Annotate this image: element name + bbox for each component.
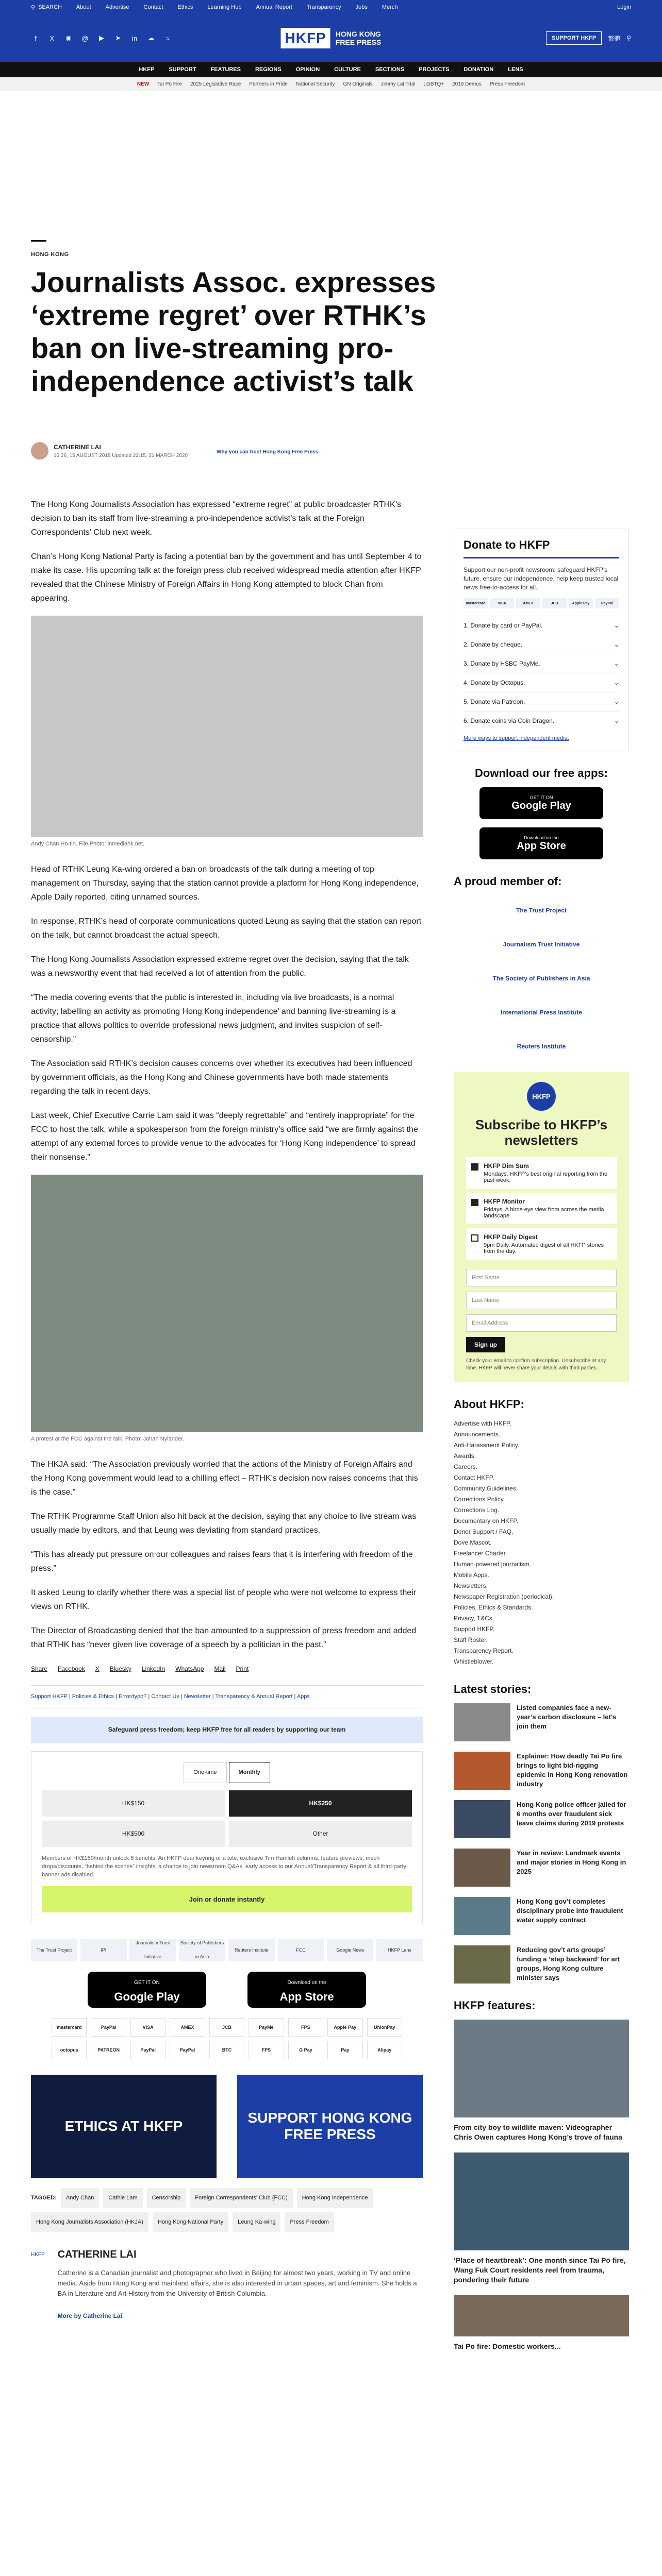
logo-wordmark: HONG KONG FREE PRESS — [335, 30, 382, 46]
tag[interactable]: Hong Kong Journalists Association (HKJA) — [31, 2212, 148, 2232]
story-thumbnail — [454, 1703, 510, 1741]
amount-option-other[interactable]: Other — [229, 1821, 412, 1847]
about-link[interactable]: Documentary on HKFP. — [454, 1517, 519, 1524]
app-store-button[interactable]: Download on the App Store — [247, 1972, 366, 2008]
first-name-field[interactable]: First Name — [466, 1269, 617, 1286]
partner-logo[interactable]: The Trust Project — [31, 1939, 77, 1961]
promo-banners — [31, 2075, 423, 2178]
newsletter-signup — [454, 1072, 629, 1382]
payment-logo: Apple Pay — [569, 598, 593, 608]
latest-story[interactable]: Reducing gov’t arts groups’ funding a ‘step backward’ for art groups, Hong Kong culture minister says — [454, 1945, 629, 1984]
payment-logo: VISA — [490, 598, 514, 608]
chevron-down-icon: ⌄ — [614, 622, 619, 629]
payment-logo: BTC — [209, 2041, 244, 2059]
author-logo: HKFP — [31, 2252, 45, 2258]
trust-link[interactable]: Why you can trust Hong Kong Free Press — [217, 449, 319, 455]
author-avatar — [31, 442, 48, 460]
latest-story[interactable]: Listed companies face a new-year’s carbon disclosure – let’s join them — [454, 1703, 629, 1741]
payment-logo: AMEX — [516, 598, 540, 608]
sidebar-donate-card — [454, 529, 629, 751]
language-switch[interactable]: 繁體 — [608, 35, 621, 42]
last-name-field[interactable]: Last Name — [466, 1292, 617, 1309]
payment-logo: mastercard — [464, 598, 488, 608]
member-logo[interactable]: The Society of Publishers in Asia — [492, 975, 590, 982]
rss-icon[interactable]: ≈ — [166, 34, 170, 42]
topic-link[interactable]: 2025 Legislative Race — [190, 81, 241, 87]
donate-option[interactable]: 5. Donate via Patreon. ⌄ — [464, 692, 619, 711]
email-field[interactable]: Email Address — [466, 1314, 617, 1332]
about-link[interactable]: Awards. — [454, 1452, 476, 1460]
support-hkfp-button[interactable]: SUPPORT HKFP — [546, 31, 602, 45]
linkedin-icon[interactable]: in — [131, 34, 138, 42]
payment-logo: PayMe — [249, 2018, 284, 2037]
newsletter-option[interactable]: HKFP Monitor Fridays. A birds-eye view from across the media landscape. — [466, 1193, 617, 1224]
feature-image — [454, 2295, 629, 2336]
checkbox-checked[interactable] — [471, 1199, 478, 1206]
about-link[interactable]: Corrections Policy. — [454, 1496, 505, 1503]
topic-link[interactable]: Jimmy Lai Trial — [380, 81, 416, 87]
monthly-option[interactable]: Monthly — [229, 1762, 270, 1783]
topbar-link[interactable]: About — [76, 4, 91, 10]
instagram-icon[interactable]: ◉ — [65, 34, 72, 42]
about-links — [454, 1418, 629, 1667]
payment-logo: Apple Pay — [327, 2018, 362, 2037]
search-icon[interactable]: ⚲ — [626, 35, 631, 42]
about-link[interactable]: Whistleblower. — [454, 1658, 494, 1665]
chevron-down-icon: ⌄ — [614, 641, 619, 648]
about-link[interactable]: Freelancer Charter. — [454, 1550, 507, 1557]
chevron-down-icon: ⌄ — [614, 698, 619, 705]
partner-logos — [31, 1939, 423, 1961]
member-title: A proud member of: — [454, 875, 562, 888]
payment-logo: UnionPay — [367, 2018, 402, 2037]
payment-logo: JCB — [209, 2018, 244, 2037]
payment-methods — [52, 2018, 402, 2059]
latest-story[interactable]: Year in review: Landmark events and major stories in Hong Kong in 2025 — [454, 1849, 629, 1887]
about-link[interactable]: Contact HKFP. — [454, 1474, 494, 1481]
nav-item[interactable]: OPINION — [295, 66, 320, 73]
topic-link[interactable]: GN Originals — [343, 81, 373, 87]
paragraph: Head of RTHK Leung Ka-wing ordered a ban on broadcasts of the talk during a meeting of top management on Thursday, saying that the station cannot provide a platform for Hong Kong independence, Apple Daily reported, citing unnamed sources. — [31, 865, 419, 902]
paragraph: Last week, Chief Executive Carrie Lam said it was “deeply regrettable” and “entirely inappropriate” for the FCC to host the talk, while a spokesperson from the foreign ministry’s office said “we are firmly against the attempt of any external forces to provide venue to the advocates for ‘Hong Kong independence’ to spread their nonsense.” — [31, 1111, 418, 1162]
paragraph: The RTHK Programme Staff Union also hit back at the decision, saying that any choice to live stream was usually made by editors, and that Leung was deviating from standard practices. — [31, 1512, 417, 1535]
about-link[interactable]: Newsletters. — [454, 1582, 488, 1589]
payment-logo: Alipay — [367, 2041, 402, 2059]
feature-image — [454, 2020, 629, 2117]
topic-link[interactable]: Press Freedom — [489, 81, 525, 87]
payment-logo: PayPal — [595, 598, 619, 608]
youtube-icon[interactable]: ▶ — [99, 34, 104, 42]
login-link[interactable]: Login — [617, 4, 631, 10]
about-link[interactable]: Human-powered journalism. — [454, 1561, 532, 1568]
chevron-down-icon: ⌄ — [614, 679, 619, 686]
topbar-link[interactable]: Contact — [143, 4, 163, 10]
partner-logo[interactable]: FCC — [278, 1939, 324, 1961]
nav-item[interactable]: DONATION — [464, 66, 494, 73]
share-whatsapp[interactable]: WhatsApp — [175, 1665, 204, 1672]
app-store-buttons — [31, 1972, 423, 2008]
top-utility-bar — [0, 0, 662, 14]
payment-logo: AMEX — [170, 2018, 205, 2037]
checkbox[interactable] — [471, 1234, 478, 1242]
story-thumbnail — [454, 1945, 510, 1984]
feature-image — [454, 2153, 629, 2250]
article-image — [31, 616, 423, 837]
paragraph: The HKJA said: “The Association previously worried that the actions of the Ministry of Foreign Affairs and the Hong Kong government would lead to a chilling effect – RTHK’s decision now raises concerns that this is the case.” — [31, 1460, 418, 1497]
header-actions — [546, 31, 631, 45]
story-thumbnail — [454, 1897, 510, 1935]
tag[interactable]: Hong Kong Independence — [297, 2188, 373, 2208]
features-title: HKFP features: — [454, 1999, 536, 2012]
paragraph: It asked Leung to clarify whether there was a special list of people who were not welcome to express their views on RTHK. — [31, 1588, 417, 1611]
section-label[interactable]: HONG KONG — [31, 251, 69, 258]
member-logo[interactable]: Reuters Institute — [517, 1043, 566, 1050]
topbar-link[interactable]: Advertise — [105, 4, 129, 10]
about-link[interactable]: Newspaper Registration (periodical). — [454, 1593, 554, 1600]
topic-link[interactable]: Partners in Pride — [249, 81, 288, 87]
article-headline: Journalists Assoc. expresses ‘extreme regret’ over RTHK’s ban on live-streaming pro-independence activist’s talk — [31, 266, 436, 397]
share-print[interactable]: Print — [236, 1665, 249, 1672]
tag[interactable]: Censorship — [147, 2188, 186, 2208]
checkbox-checked[interactable] — [471, 1163, 478, 1171]
safeguard-banner[interactable]: Safeguard press freedom; keep HKFP free for all readers by supporting our team — [31, 1717, 423, 1743]
paragraph: The Hong Kong Journalists Association expressed extreme regret over the decision, saying that the talk was a newsworthy event that had received a lot of attention from the public. — [31, 955, 409, 978]
about-link[interactable]: Staff Roster. — [454, 1636, 488, 1643]
frequency-toggle — [42, 1762, 412, 1783]
about-title: About HKFP: — [454, 1398, 524, 1411]
newsletter-logo: HKFP — [527, 1082, 556, 1111]
member-logo[interactable]: Journalism Trust Initiative — [503, 941, 580, 948]
about-link[interactable]: Support HKFP. — [454, 1625, 495, 1633]
newsletter-note: Check your email to confirm subscription. Unsubscribe at any time. HKFP will never share your details with third parties. — [466, 1358, 606, 1371]
share-bar — [31, 1662, 423, 1676]
share-label: Share — [31, 1665, 48, 1672]
partner-logo[interactable]: Google News — [327, 1939, 373, 1961]
site-header — [0, 14, 662, 62]
facebook-icon[interactable]: f — [35, 34, 37, 42]
newsletter-title: Subscribe to HKFP’s newsletters — [475, 1117, 608, 1148]
chevron-down-icon: ⌄ — [614, 660, 619, 667]
feature-story[interactable]: ‘Place of heartbreak’: One month since Tai Po fire, Wang Fuk Court residents reel from trauma, pondering their future — [454, 2153, 629, 2285]
site-logo[interactable] — [281, 28, 382, 48]
partner-logo[interactable]: Society of Publishers in Asia — [179, 1939, 225, 1961]
latest-story[interactable]: Hong Kong police officer jailed for 6 months over fraudulent sick leave claims during 2019 protests — [454, 1800, 629, 1838]
donate-option[interactable]: 2. Donate by cheque. ⌄ — [464, 635, 619, 654]
logo-mark: HKFP — [281, 28, 330, 48]
partner-logo[interactable]: IPI — [80, 1939, 127, 1961]
more-by-author-link[interactable]: More by Catherine Lai — [57, 2312, 122, 2319]
topbar-link[interactable]: Merch — [382, 4, 398, 10]
story-thumbnail — [454, 1752, 510, 1790]
nav-item[interactable]: SUPPORT — [169, 66, 196, 73]
story-thumbnail — [454, 1800, 510, 1838]
tag[interactable]: Foreign Correspondents' Club (FCC) — [190, 2188, 292, 2208]
ethics-banner[interactable]: ETHICS AT HKFP — [31, 2075, 217, 2178]
amount-option[interactable]: HK$500 — [42, 1821, 225, 1847]
partner-logo[interactable]: Journalism Trust Initiative — [129, 1939, 176, 1961]
image-caption: A protest at the FCC against the talk. Photo: Johan Nylander. — [31, 1436, 185, 1442]
author-bio: Catherine is a Canadian journalist and photographer who lived in Beijing for almost two years, working in TV and online media. Aside from Hong Kong and mainland affairs, she is also interested in urban spaces, art and feminism. She holds a BA in Literature and Art History from the University of British Columbia. — [57, 2269, 417, 2297]
payment-logo: JCB — [542, 598, 567, 608]
paragraph: The Hong Kong Journalists Association has expressed “extreme regret” at public broadcaster RTHK’s decision to ban its staff from live-streaming a pro-independence activist’s talk at the Foreign Correspondents’ Club next week. — [31, 500, 401, 537]
donate-option[interactable]: 1. Donate by card or PayPal. ⌄ — [464, 616, 619, 635]
google-play-button[interactable]: GET IT ON Google Play — [479, 787, 603, 819]
paragraph: In response, RTHK’s head of corporate communications quoted Leung as saying that the station can report on the talk, but cannot broadcast the actual speech. — [31, 917, 422, 940]
share-linkedin[interactable]: LinkedIn — [141, 1665, 166, 1672]
byline — [31, 442, 188, 460]
tag[interactable]: Leung Ka-wing — [233, 2212, 280, 2232]
section-rule — [31, 240, 46, 242]
about-link[interactable]: Mobile Apps. — [454, 1571, 489, 1579]
member-benefits-note: Members of HK$150/month unlock 8 benefits: An HKFP dear keyring or a tote, exclusive Tim Hamlett columns, feature previews, mech drops/discounts, “behind the scenes” insights, a chance to join newsroom Q&As, early access to our Annual/Transparency Report & all third-party banner ads disabled. — [42, 1855, 407, 1878]
payment-logo: PayPal — [91, 2018, 126, 2037]
amount-option-selected[interactable]: HK$250 — [229, 1790, 412, 1817]
sidebar — [454, 529, 629, 2362]
article-tags — [31, 2188, 423, 2232]
article-footer-links[interactable]: Support HKFP | Policies & Ethics | Error/typo? | Contact Us | Newsletter | Transparency & Annual Report | Apps — [31, 1685, 423, 1708]
story-thumbnail — [454, 1849, 510, 1887]
nav-item[interactable]: FEATURES — [210, 66, 241, 73]
payment-logo: octopus — [52, 2041, 87, 2059]
topbar-link[interactable]: Annual Report — [256, 4, 292, 10]
topic-link[interactable]: LGBTQ+ — [423, 81, 444, 87]
paragraph: The Director of Broadcasting denied that the ban amounted to a suppression of press freedom and added that RTHK has “never given live coverage of a speech by a politician in the past.” — [31, 1626, 417, 1649]
topbar-link[interactable]: Transparency — [306, 4, 341, 10]
about-link[interactable]: Donor Support / FAQ. — [454, 1528, 514, 1535]
paragraph: “The media covering events that the public is interested in, including via live broadcasts, is a normal activity; labelling an activity as promoting Hong Kong independence’ and banning live-streaming is a practice that allows politics to override professional news judgment, and invites suspicion of self-censorship.” — [31, 993, 396, 1044]
payment-logos-mini — [464, 598, 619, 608]
search-link[interactable]: ⚲ SEARCH — [31, 4, 62, 11]
newsletter-option[interactable]: HKFP Dim Sum Mondays. HKFP’s best original reporting from the past week. — [466, 1157, 617, 1189]
newsletter-option[interactable]: HKFP Daily Digest 9pm Daily. Automated digest of all HKFP stories from the day. — [466, 1228, 617, 1260]
apps-title: Download our free apps: — [475, 767, 608, 779]
donate-title: Donate to HKFP — [464, 538, 619, 558]
threads-icon[interactable]: @ — [81, 34, 89, 42]
payment-logo: mastercard — [52, 2018, 87, 2037]
topic-link[interactable]: 2019 Demos — [452, 81, 482, 87]
nav-item[interactable]: PROJECTS — [419, 66, 450, 73]
latest-story[interactable]: Hong Kong gov’t completes disciplinary probe into fraudulent water supply contract — [454, 1897, 629, 1935]
payment-logo: PayPal — [130, 2041, 166, 2059]
amount-option[interactable]: HK$150 — [42, 1790, 225, 1817]
payment-logo: VISA — [130, 2018, 166, 2037]
google-play-button[interactable]: GET IT ON Google Play — [88, 1972, 206, 2008]
publish-dates: 16:26, 15 AUGUST 2018 Updated 22:15, 31 MARCH 2020 — [54, 452, 188, 459]
new-badge: NEW — [137, 81, 150, 87]
image-caption: Andy Chan Ho-tin. File Photo: inmediahk.net. — [31, 841, 145, 847]
share-mail[interactable]: Mail — [214, 1665, 226, 1672]
article-body — [31, 498, 423, 2323]
nav-item[interactable]: HKFP — [139, 66, 155, 73]
topic-subnav — [0, 77, 662, 91]
payment-logo: PATREON — [91, 2041, 126, 2059]
paragraph: The Association said RTHK’s decision causes concerns over whether its executives had been influenced by government officials, as the Hong Kong and Chinese governments have both made statements regarding the talk in recent days. — [31, 1059, 412, 1096]
topic-link[interactable]: National Security — [295, 81, 335, 87]
tags-label: TAGGED: — [31, 2195, 57, 2201]
telegram-icon[interactable]: ➤ — [115, 34, 121, 42]
donate-widget — [31, 1751, 423, 1923]
about-link[interactable]: Advertise with HKFP. — [454, 1420, 511, 1427]
payment-logo: FPS — [249, 2041, 284, 2059]
article-image — [31, 1175, 423, 1432]
one-time-option[interactable]: One-time — [184, 1762, 226, 1783]
chevron-down-icon: ⌄ — [614, 717, 619, 724]
share-x[interactable]: X — [95, 1665, 100, 1672]
about-link[interactable]: Announcements. — [454, 1431, 501, 1438]
about-link[interactable]: Community Guidelines. — [454, 1485, 518, 1492]
member-logo[interactable]: International Press Institute — [500, 1009, 583, 1016]
nav-item[interactable]: REGIONS — [255, 66, 282, 73]
search-icon: ⚲ — [31, 4, 36, 11]
main-nav — [0, 62, 662, 77]
about-link[interactable]: Transparency Report. — [454, 1647, 514, 1654]
topbar-link[interactable]: Ethics — [177, 4, 193, 10]
paragraph: “This has already put pressure on our colleagues and raises fears that it is interfering with freedom of the press.” — [31, 1550, 413, 1573]
donate-intro: Support our non-profit newsroom: safeguard HKFP’s future, ensure our independence, help keep trusted local news free-to-access for all. — [464, 566, 619, 591]
about-link[interactable]: Anti-Harassment Policy. — [454, 1442, 520, 1449]
x-icon[interactable]: X — [49, 34, 55, 42]
more-ways-link[interactable]: More ways to support independent media. — [464, 735, 569, 741]
nav-item[interactable]: CULTURE — [334, 66, 361, 73]
partner-logo[interactable]: HKFP Lens — [376, 1939, 423, 1961]
author-name[interactable]: CATHERINE LAI — [54, 443, 101, 451]
latest-title: Latest stories: — [454, 1683, 532, 1696]
tag[interactable]: Cathie Lam — [103, 2188, 142, 2208]
latest-story[interactable]: Explainer: How deadly Tai Po fire brings to light bid-rigging epidemic in Hong Kong renovation industry — [454, 1752, 629, 1790]
share-bluesky[interactable]: Bluesky — [109, 1665, 131, 1672]
feature-story[interactable]: Tai Po fire: Domestic workers... — [454, 2295, 629, 2351]
amount-options — [42, 1790, 412, 1847]
paragraph: Chan’s Hong Kong National Party is facing a potential ban by the government and has until September 4 to make its case. His upcoming talk at the foreign press club received widespread media attention after HKFP revealed that the Chinese Ministry of Foreign Affairs in Hong Kong attempted to block Chan from appearing. — [31, 552, 422, 603]
topbar-link[interactable]: Jobs — [355, 4, 368, 10]
nav-item[interactable]: SECTIONS — [375, 66, 405, 73]
payment-logo: FPS — [288, 2018, 323, 2037]
payment-logo: G Pay — [288, 2041, 323, 2059]
nav-item[interactable]: LENS — [508, 66, 523, 73]
donate-option[interactable]: 4. Donate by Octopus. ⌄ — [464, 673, 619, 692]
topbar-link[interactable]: Learning Hub — [207, 4, 242, 10]
bluesky-icon[interactable]: ☁ — [147, 34, 155, 42]
member-logo[interactable]: The Trust Project — [516, 907, 567, 914]
tag[interactable]: Press Freedom — [285, 2212, 334, 2232]
social-links — [31, 33, 172, 43]
author-box-name[interactable]: CATHERINE LAI — [57, 2249, 137, 2260]
donate-option[interactable]: 3. Donate by HSBC PayMe. ⌄ — [464, 654, 619, 673]
payment-logo: Pay — [327, 2041, 362, 2059]
feature-story[interactable]: From city boy to wildlife maven: Videographer Chris Owen captures Hong Kong’s trove of fauna — [454, 2020, 629, 2142]
about-link[interactable]: Dove Mascot. — [454, 1539, 492, 1546]
support-banner[interactable]: SUPPORT HONG KONG FREE PRESS — [237, 2075, 423, 2178]
share-facebook[interactable]: Facebook — [58, 1665, 85, 1672]
payment-logo: PayPal — [170, 2041, 205, 2059]
topic-link[interactable]: Tai Po Fire — [157, 81, 182, 87]
join-donate-button[interactable]: Join or donate instantly — [42, 1886, 412, 1912]
tag[interactable]: Hong Kong National Party — [153, 2212, 228, 2232]
app-store-button[interactable]: Download on the App Store — [479, 827, 603, 859]
partner-logo[interactable]: Reuters Institute — [228, 1939, 275, 1961]
donate-option[interactable]: 6. Donate coins via Coin Dragon. ⌄ — [464, 711, 619, 730]
tag[interactable]: Andy Chan — [61, 2188, 99, 2208]
about-link[interactable]: Policies, Ethics & Standards. — [454, 1604, 533, 1611]
about-link[interactable]: Careers. — [454, 1463, 478, 1470]
about-link[interactable]: Privacy, T&Cs. — [454, 1615, 494, 1622]
signup-button[interactable]: Sign up — [466, 1337, 505, 1352]
about-link[interactable]: Corrections Log. — [454, 1506, 500, 1514]
author-box — [31, 2248, 423, 2323]
